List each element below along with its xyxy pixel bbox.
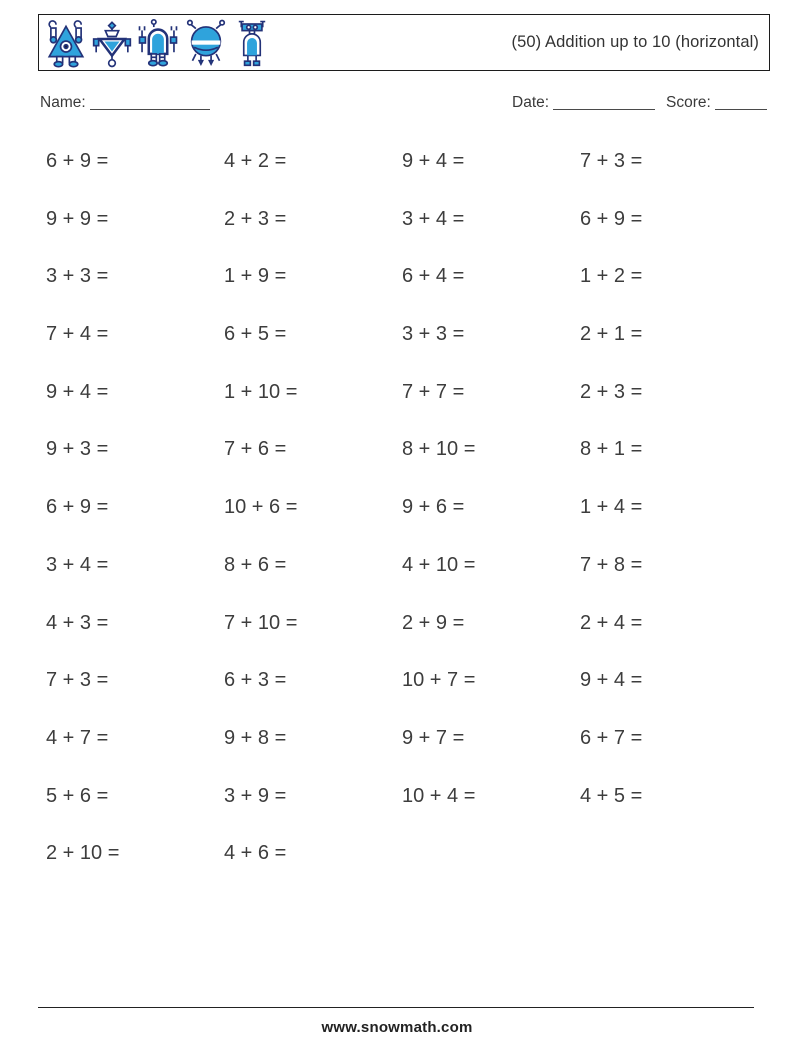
problem: 7 + 10 = — [224, 611, 298, 634]
problem: 6 + 5 = — [224, 323, 287, 346]
problem: 10 + 7 = — [402, 669, 476, 692]
date-blank-line — [553, 109, 655, 110]
problem: 6 + 9 = — [46, 496, 109, 519]
problem: 6 + 7 = — [580, 726, 643, 749]
problem: 7 + 4 = — [46, 323, 109, 346]
v-body-robot-icon — [92, 20, 132, 68]
name-field — [40, 94, 210, 112]
problem: 2 + 4 = — [580, 611, 643, 634]
problem: 9 + 9 = — [46, 207, 109, 230]
triangle-robot-icon — [45, 20, 87, 68]
problem: 9 + 4 = — [402, 150, 465, 172]
problem: 8 + 6 = — [224, 553, 287, 576]
sphere-robot-icon — [184, 18, 228, 68]
problem: 1 + 9 = — [224, 265, 287, 288]
problem: 8 + 10 = — [402, 438, 476, 461]
problem: 4 + 10 = — [402, 553, 476, 576]
problem: 4 + 3 = — [46, 611, 109, 634]
name-blank-line — [90, 109, 210, 110]
problem: 3 + 9 = — [224, 784, 287, 807]
problem: 7 + 3 = — [580, 150, 643, 172]
problem: 9 + 4 = — [46, 380, 109, 403]
problem: 2 + 3 = — [224, 207, 287, 230]
problem: 6 + 4 = — [402, 265, 465, 288]
score-blank-line — [715, 109, 767, 110]
problem: 7 + 6 = — [224, 438, 287, 461]
problem: 4 + 7 = — [46, 726, 109, 749]
problem: 7 + 8 = — [580, 553, 643, 576]
problems-grid — [46, 147, 760, 897]
date-label: Date: — [512, 94, 550, 111]
problem: 6 + 9 = — [46, 150, 109, 172]
problem: 2 + 10 = — [46, 842, 120, 865]
problem: 3 + 4 = — [402, 207, 465, 230]
problem: 2 + 1 = — [580, 323, 643, 346]
problem: 8 + 1 = — [580, 438, 643, 461]
problem: 6 + 9 = — [580, 207, 643, 230]
arch-robot-icon — [137, 18, 179, 68]
footer-divider — [38, 1007, 754, 1008]
problem: 3 + 3 = — [402, 323, 465, 346]
problem: 10 + 4 = — [402, 784, 476, 807]
problem: 7 + 3 = — [46, 669, 109, 692]
problem: 3 + 3 = — [46, 265, 109, 288]
name-label: Name: — [40, 94, 86, 111]
problem: 2 + 3 = — [580, 380, 643, 403]
score-label: Score: — [666, 94, 711, 111]
problem: 4 + 6 = — [224, 842, 287, 865]
problem: 10 + 6 = — [224, 496, 298, 519]
problem: 1 + 4 = — [580, 496, 643, 519]
problem: 7 + 7 = — [402, 380, 465, 403]
header-box — [38, 14, 770, 71]
problem: 3 + 4 = — [46, 553, 109, 576]
problem: 1 + 10 = — [224, 380, 298, 403]
problem: 5 + 6 = — [46, 784, 109, 807]
problem: 9 + 4 = — [580, 669, 643, 692]
problem: 4 + 5 = — [580, 784, 643, 807]
problem: 9 + 3 = — [46, 438, 109, 461]
worksheet-title: (50) Addition up to 10 (horizontal) — [511, 33, 759, 51]
problem: 2 + 9 = — [402, 611, 465, 634]
date-field — [512, 94, 655, 112]
score-field — [666, 94, 767, 112]
problem: 9 + 8 = — [224, 726, 287, 749]
problem: 9 + 6 = — [402, 496, 465, 519]
problem: 6 + 3 = — [224, 669, 287, 692]
footer-url: www.snowmath.com — [321, 1019, 473, 1036]
problem: 9 + 7 = — [402, 726, 465, 749]
problem: 1 + 2 = — [580, 265, 643, 288]
problem: 4 + 2 = — [224, 150, 287, 172]
robot-logo-row — [45, 18, 271, 68]
capsule-robot-icon — [233, 18, 271, 68]
